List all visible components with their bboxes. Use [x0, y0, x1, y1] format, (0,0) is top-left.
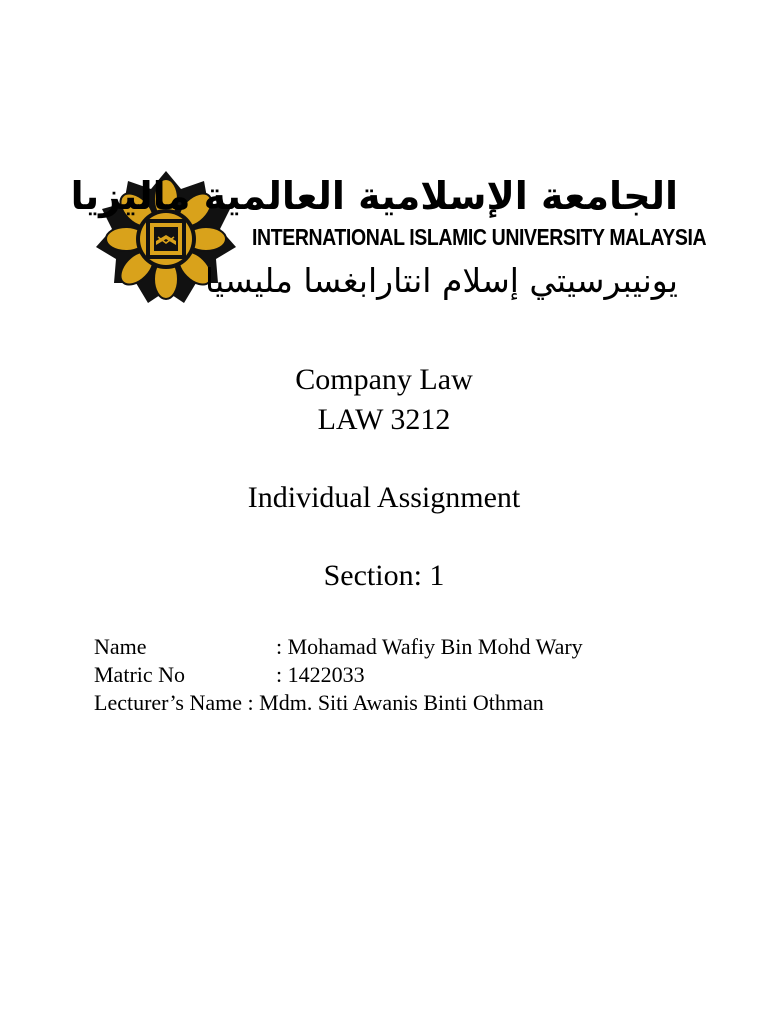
- university-name-arabic: الجامعة الإسلامية العالمية ماليزيا: [70, 174, 678, 218]
- university-name-jawi: يونيبرسيتي إسلام انتارابغسا مليسيا: [204, 261, 678, 300]
- university-name-english: INTERNATIONAL ISLAMIC UNIVERSITY MALAYSIA: [252, 224, 707, 252]
- student-name-label: Name: [94, 634, 147, 659]
- course-name: Company Law: [295, 363, 473, 396]
- student-name-row: [94, 633, 714, 661]
- lecturer-row: [94, 689, 714, 717]
- course-code: LAW 3212: [317, 403, 451, 436]
- matric-label: Matric No: [94, 662, 186, 687]
- university-logo: [70, 170, 707, 308]
- student-info: [94, 633, 714, 717]
- matric-value: : 1422033: [276, 662, 365, 687]
- assignment-type: Individual Assignment: [247, 481, 521, 514]
- lecturer-value: : Mdm. Siti Awanis Binti Othman: [247, 690, 544, 715]
- matric-row: [94, 661, 714, 689]
- university-name-block: [70, 170, 707, 308]
- section-number: Section: 1: [323, 559, 445, 592]
- student-name-value: : Mohamad Wafiy Bin Mohd Wary: [276, 634, 583, 659]
- lecturer-label: Lecturer’s Name: [94, 690, 248, 715]
